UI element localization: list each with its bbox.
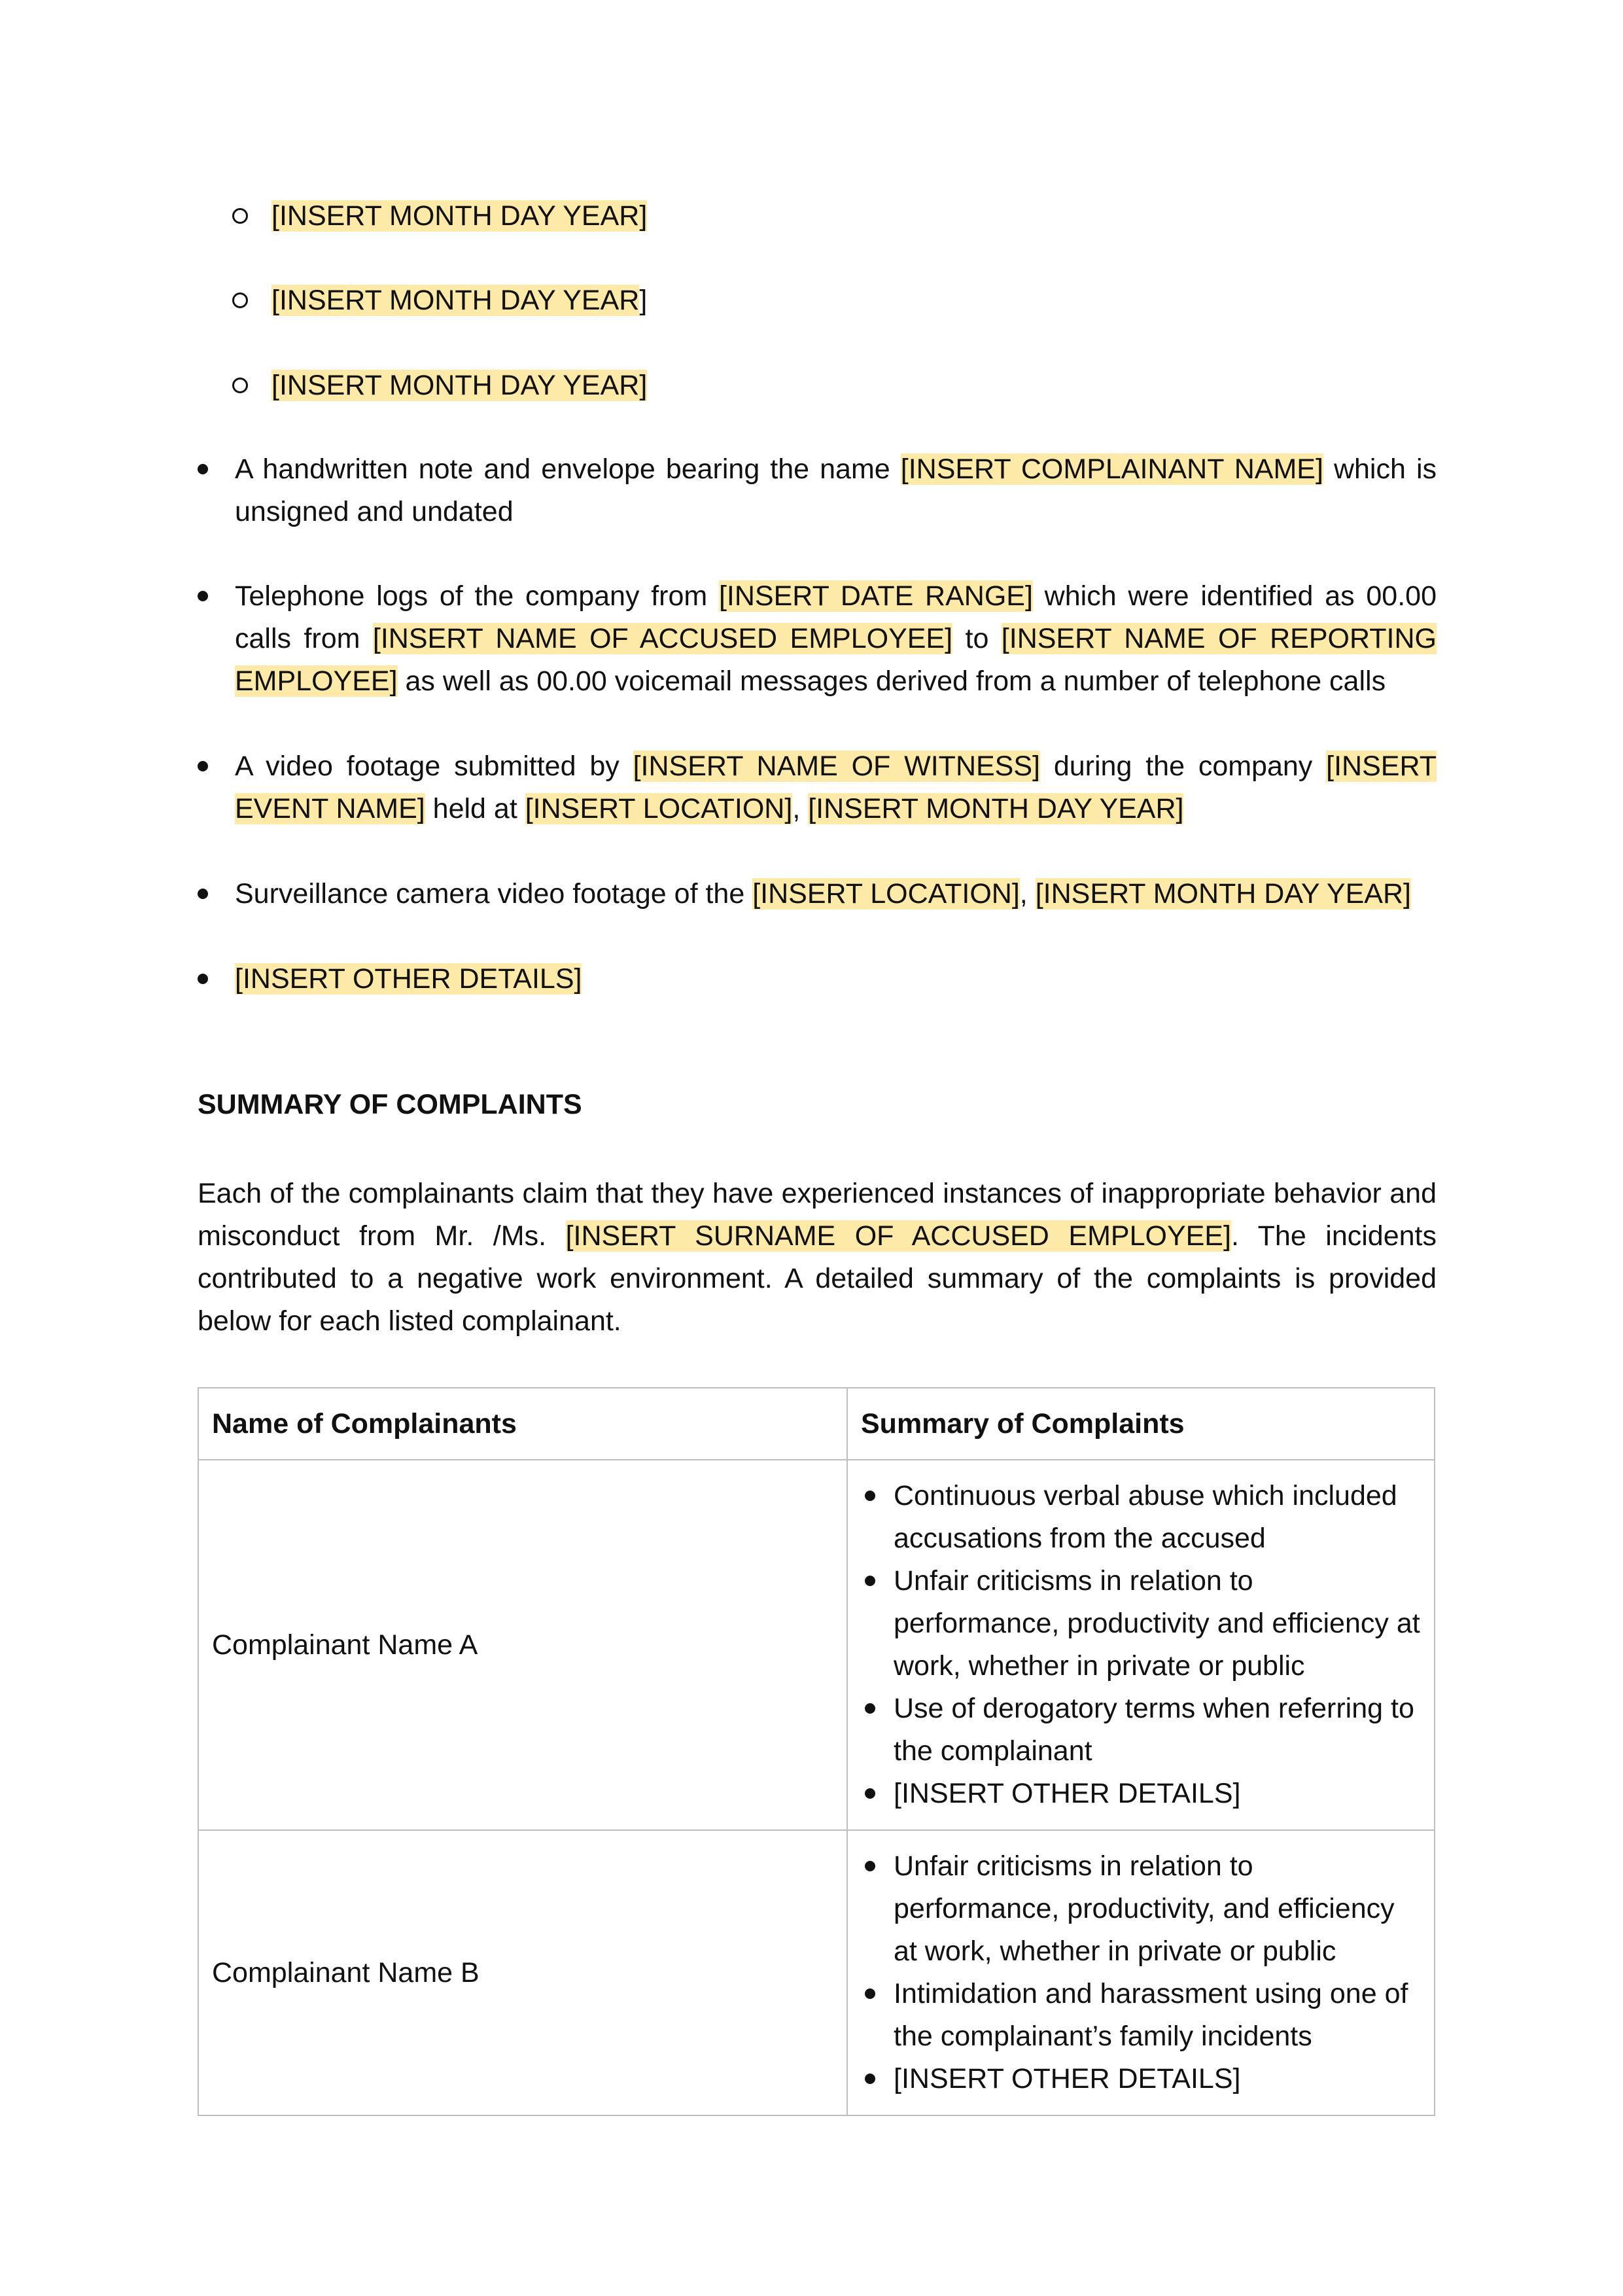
complaint-item: [INSERT OTHER DETAILS] xyxy=(864,2058,1421,2100)
evidence-item-other xyxy=(198,958,1437,1000)
bullet-icon xyxy=(865,2074,875,2084)
complaint-item: Intimidation and harassment using one of the complainant’s family incidents xyxy=(864,1973,1421,2058)
bullet-icon xyxy=(865,1788,875,1799)
complaint-list xyxy=(864,1845,1421,2100)
bullet-icon xyxy=(865,1988,875,1999)
complaint-list xyxy=(864,1475,1421,1815)
complaint-item: Use of derogatory terms when referring to the complainant xyxy=(864,1687,1421,1773)
table-row xyxy=(198,1460,1435,1830)
bullet-icon xyxy=(198,761,208,771)
summary-paragraph: Each of the complainants claim that they have experienced instances of inappropriate behavior and misconduct from Mr. /Ms. [INSERT SURNAME OF ACCUSED EMPLOYEE]. The incidents contributed to a negative work environment. A detailed summary of the complaints is provided below for each listed complainant. xyxy=(198,1178,1437,1337)
bullet-icon xyxy=(198,889,208,899)
complaint-item: Unfair criticisms in relation to performance, productivity, and efficiency at work, whether in private or public xyxy=(864,1845,1421,1973)
complaint-summary-cell xyxy=(847,1460,1435,1830)
evidence-item-telephone-logs xyxy=(198,575,1437,703)
circle-bullet-icon xyxy=(232,208,248,224)
table-header-row xyxy=(198,1388,1435,1460)
evidence-item-note xyxy=(198,448,1437,533)
bullet-icon xyxy=(865,1861,875,1871)
header-name-of-complainants: Name of Complainants xyxy=(198,1388,847,1460)
evidence-item-surveillance xyxy=(198,873,1437,915)
complainant-name-cell: Complainant Name B xyxy=(198,1830,847,2115)
header-summary-of-complaints: Summary of Complaints xyxy=(847,1388,1435,1460)
complaint-summary-cell xyxy=(847,1830,1435,2115)
evidence-text: A video footage submitted by [INSERT NAME OF WITNESS] during the company [INSERT EVENT NAME] held at [INSERT LOCATION], [INSERT MONTH DAY YEAR] xyxy=(235,751,1437,824)
bullet-icon xyxy=(198,464,208,474)
complaint-item: Unfair criticisms in relation to performance, productivity and efficiency at work, whether in private or public xyxy=(864,1560,1421,1687)
section-heading: SUMMARY OF COMPLAINTS xyxy=(198,1089,582,1120)
bullet-icon xyxy=(865,1576,875,1586)
complaints-table xyxy=(198,1387,1435,2116)
table-row xyxy=(198,1830,1435,2115)
evidence-text: Telephone logs of the company from [INSERT DATE RANGE] which were identified as 00.00 calls from [INSERT NAME OF ACCUSED EMPLOYEE] to [INSERT NAME OF REPORTING EMPLOYEE] as well as 00.00 voicemail messages derived from a number of telephone calls xyxy=(235,580,1437,697)
complaint-item: Continuous verbal abuse which included accusations from the accused xyxy=(864,1475,1421,1560)
evidence-text: [INSERT OTHER DETAILS] xyxy=(235,963,582,995)
complaint-item: [INSERT OTHER DETAILS] xyxy=(864,1773,1421,1815)
date-list-item: [INSERT MONTH DAY YEAR] xyxy=(232,282,647,319)
date-list-item: [INSERT MONTH DAY YEAR] xyxy=(232,367,647,404)
bullet-icon xyxy=(198,974,208,984)
evidence-text: Surveillance camera video footage of the [INSERT LOCATION], [INSERT MONTH DAY YEAR] xyxy=(235,878,1411,910)
evidence-text: A handwritten note and envelope bearing the name [INSERT COMPLAINANT NAME] which is unsigned and undated xyxy=(235,453,1437,527)
evidence-item-video xyxy=(198,745,1437,830)
date-list-item: [INSERT MONTH DAY YEAR] xyxy=(232,198,647,234)
complainant-name-cell: Complainant Name A xyxy=(198,1460,847,1830)
bullet-icon xyxy=(865,1491,875,1501)
bullet-icon xyxy=(865,1703,875,1714)
bullet-icon xyxy=(198,591,208,601)
circle-bullet-icon xyxy=(232,378,248,393)
circle-bullet-icon xyxy=(232,292,248,308)
